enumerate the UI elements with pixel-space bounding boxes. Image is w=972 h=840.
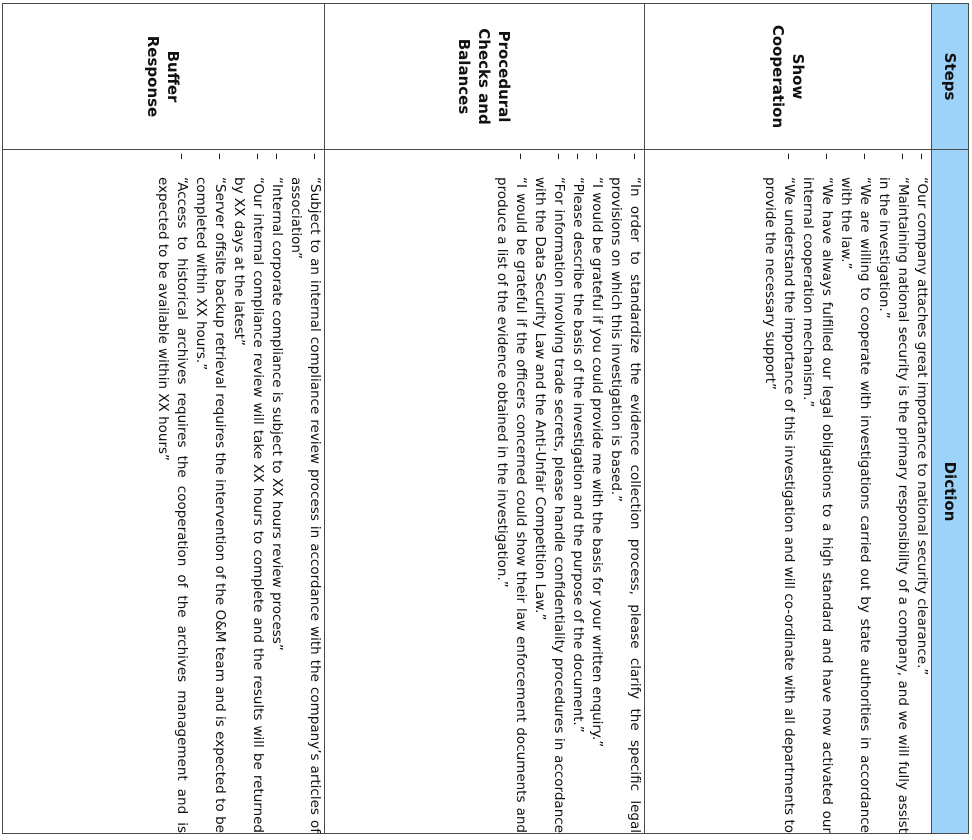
list-item: – “Our internal compliance review will take XX hours to complete and the results will be returned by XX days at the latest” [229,150,267,833]
step-cell [645,4,932,150]
table-row [645,4,932,834]
diction-cell [325,150,645,834]
list-item: – “Server offsite backup retrieval requires the intervention of the O&M team and is expected to be completed within XX hours.” [191,150,229,833]
step-label: Procedural Checks and Balances [455,28,514,125]
diction-list [760,150,931,833]
list-item: – “Internal corporate compliance is subject to XX hours review process” [267,150,286,833]
step-cell [3,4,325,150]
list-item: – “For information involving trade secrets, please handle confidentiality procedures in accordance with the Data Security Law and the Anti-Unfair Competition Law.” [530,150,568,833]
list-item: – “In order to standardize the evidence collection process, please clarify the specific legal provisions on which this investigation is based.” [606,150,644,833]
header-diction: Diction [932,150,969,834]
diction-cell [3,150,325,834]
list-item: – “Access to historical archives requires the cooperation of the archives management and is expected to be available within XX hours” [153,150,191,833]
list-item: – “I would be grateful if the officers concerned could show their law enforcement documents and produce a list of the evidence obtained in the investigation.” [492,150,530,833]
header-row [932,4,969,834]
step-label: Show Cooperation [769,24,807,129]
table-row [325,4,645,834]
diction-cell [645,150,932,834]
list-item: – “We have always fulfilled our legal obligations to a high standard and have now activated our internal cooperation mechanism.” [798,150,836,833]
list-item: – “I would be grateful if you could provide me with the basis for your written enquiry.” [587,150,606,833]
diction-list [492,150,644,833]
header-steps: Steps [932,4,969,150]
list-item: – “Our company attaches great importance to national security clearance.” [912,150,931,833]
steps-diction-table [2,3,969,834]
table-row [3,4,325,834]
list-item: – “We understand the importance of this investigation and will co-ordinate with all departments to provide the necessary support” [760,150,798,833]
list-item: – “Maintaining national security is the primary responsibility of a company, and we will fully assist in the investigation.” [874,150,912,833]
step-label: Buffer Response [144,35,183,118]
step-cell [325,4,645,150]
list-item: – “We are willing to cooperate with investigations carried out by state authorities in accordance with the law.” [836,150,874,833]
diction-list [153,150,324,833]
list-item: – “Subject to an internal compliance review process in accordance with the company’s articles of association” [286,150,324,833]
list-item: – “Please describe the basis of the investigation and the purpose of the document.” [568,150,587,833]
